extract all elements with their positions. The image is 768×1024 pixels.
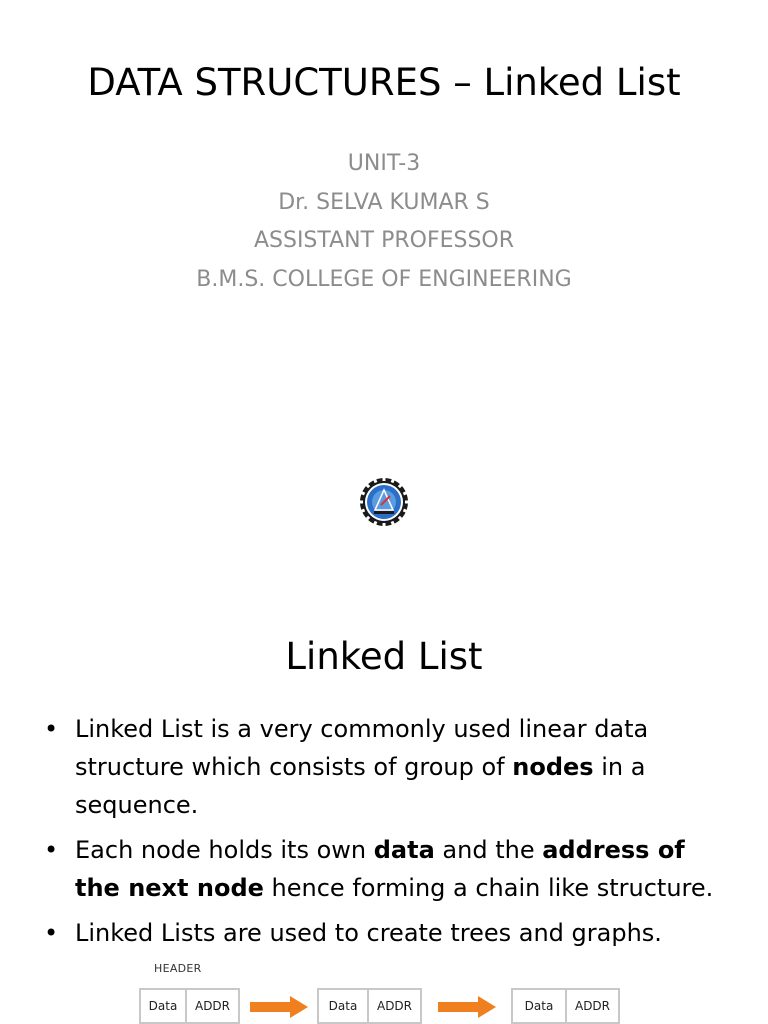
right-arrow-icon [438,996,496,1018]
header-label: HEADER [154,962,202,975]
list-node [139,988,240,1024]
bullet-list [0,710,768,959]
bullet-item [0,831,768,907]
slide-title: DATA STRUCTURES – Linked List [87,61,681,104]
node-data-cell: Data [148,999,178,1013]
bullet-text: Linked List is a very commonly used linear data structure which consists of group of [75,715,649,781]
bullet-icon: • [44,715,59,743]
node-addr-cell: ADDR [565,990,618,1022]
bullet-icon: • [44,836,59,864]
bullet-bold-text: address of the next node [75,836,685,902]
bullet-item [0,710,768,824]
linked-list-diagram [0,956,768,1024]
bullet-bold-text: data [373,836,435,864]
node-data-cell: Data [328,999,358,1013]
node-data-cell: Data [524,999,554,1013]
node-addr-cell: ADDR [367,990,420,1022]
bullet-text: Linked Lists are used to create trees and graphs. [75,919,662,947]
subtitle-institution: B.M.S. COLLEGE OF ENGINEERING [196,266,572,292]
bullet-item [0,914,768,952]
node-addr-cell: ADDR [185,990,238,1022]
list-node [511,988,620,1024]
bullet-text: in a sequence. [75,753,646,819]
slide-title: Linked List [285,635,483,678]
subtitle-author: Dr. SELVA KUMAR S [278,189,490,215]
slide-subtitle [0,145,768,299]
linked-list-slide [0,576,768,1024]
bullet-text: and the [434,836,543,864]
bullet-icon: • [44,919,59,947]
subtitle-position: ASSISTANT PROFESSOR [253,228,515,253]
subtitle-unit: UNIT-3 [347,151,421,176]
bullet-text: hence forming a chain like structure. [263,874,714,902]
college-emblem-icon [356,477,412,527]
bullet-bold-text: nodes [512,753,594,781]
list-node [317,988,422,1024]
bullet-text: Each node holds its own [75,836,374,864]
right-arrow-icon [250,996,308,1018]
